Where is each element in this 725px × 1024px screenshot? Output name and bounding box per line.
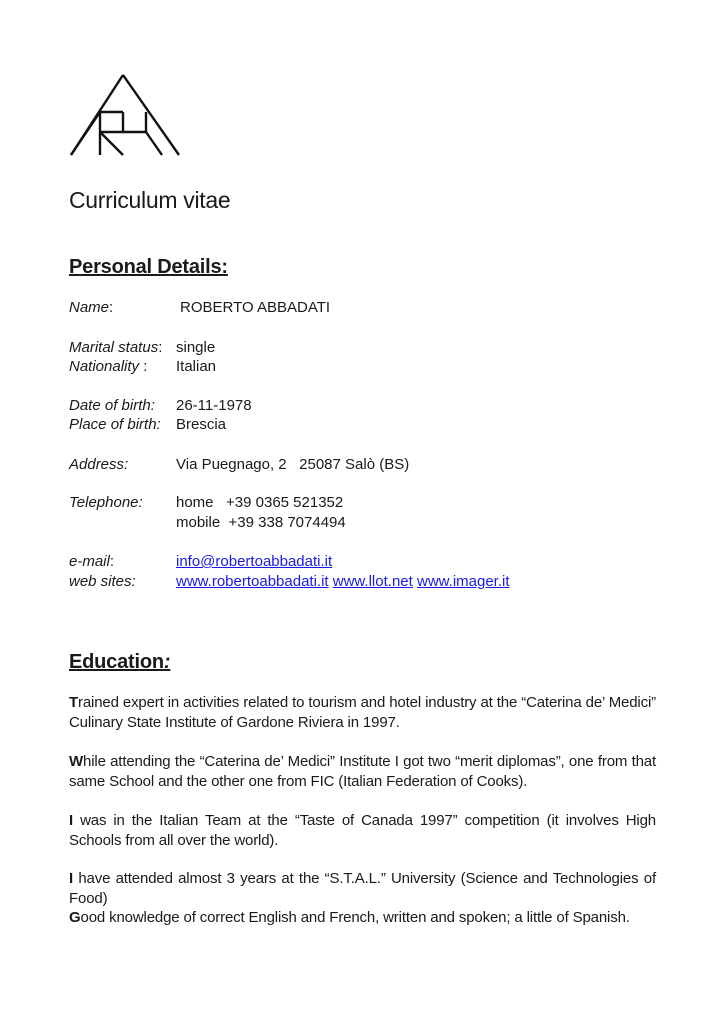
marital-status-label: Marital status: [69,339,163,356]
name-label: Name: [69,299,114,316]
address-label: Address: [69,456,129,473]
education-heading [69,651,170,674]
education-item [69,869,656,908]
address-value: Via Puegnago, 2 25087 Salò (BS) [176,456,410,473]
education-heading-text: Education [69,651,164,673]
place-of-birth-label: Place of birth: [69,416,161,433]
education-item-text: was in the Italian Team at the “Taste of Canada 1997” competition (it involves High Schools from all over the world). [69,812,656,849]
telephone-mobile: mobile +39 338 7074494 [176,514,346,531]
education-item-initial: I [69,870,74,887]
education-item [69,693,656,732]
education-item [69,811,656,850]
website-link-imager[interactable]: www.imager.it [416,573,510,590]
nationality-value: Italian [176,358,217,375]
marital-status-label-text: Marital status [69,339,159,356]
email-label-text: e-mail [69,553,110,570]
education-item-initial: I [69,812,74,829]
education-item-text: rained expert in activities related to tourism and hotel industry at the “Caterina de’ Medici” Culinary State Institute of Gardone Riviera in 1997. [69,694,656,731]
websites-label: web sites: [69,573,136,590]
date-of-birth-label: Date of birth: [69,397,155,414]
document-title: Curriculum vitae [69,187,231,213]
nationality-label: Nationality : [69,358,148,375]
place-of-birth-value: Brescia [176,416,227,433]
websites-list [176,572,510,591]
email-label: e-mail: [69,553,115,570]
website-link-llot[interactable]: www.llot.net [332,573,413,590]
date-of-birth-value: 26-11-1978 [176,397,252,414]
education-item-initial: T [69,694,79,711]
education-item [69,752,656,791]
email-link[interactable]: info@robertoabbadati.it [176,553,333,570]
education-heading-suffix: : [163,651,171,673]
telephone-home: home +39 0365 521352 [176,494,344,511]
ra-monogram-logo [68,72,183,160]
education-item-text: have attended almost 3 years at the “S.T.A.L.” University (Science and Technologies of Food) [69,870,656,907]
marital-status-value: single [176,339,216,356]
website-link-robertoabbadati[interactable]: www.robertoabbadati.it [176,573,329,590]
personal-details-heading: Personal Details: [69,256,228,278]
email-value [176,552,332,571]
nationality-label-text: Nationality [69,358,140,375]
name-value: ROBERTO ABBADATI [180,299,331,316]
education-item-initial: G [69,909,81,926]
education-item-text: hile attending the “Caterina de’ Medici” Institute I got two “merit diplomas”, one from that same School and the other one from FIC (Italian Federation of Cooks). [69,753,656,790]
name-label-text: Name [69,299,110,316]
telephone-label: Telephone: [69,494,143,511]
education-item-text: ood knowledge of correct English and French, written and spoken; a little of Spanish. [80,909,630,926]
education-item-initial: W [69,753,84,770]
education-item [69,908,656,928]
